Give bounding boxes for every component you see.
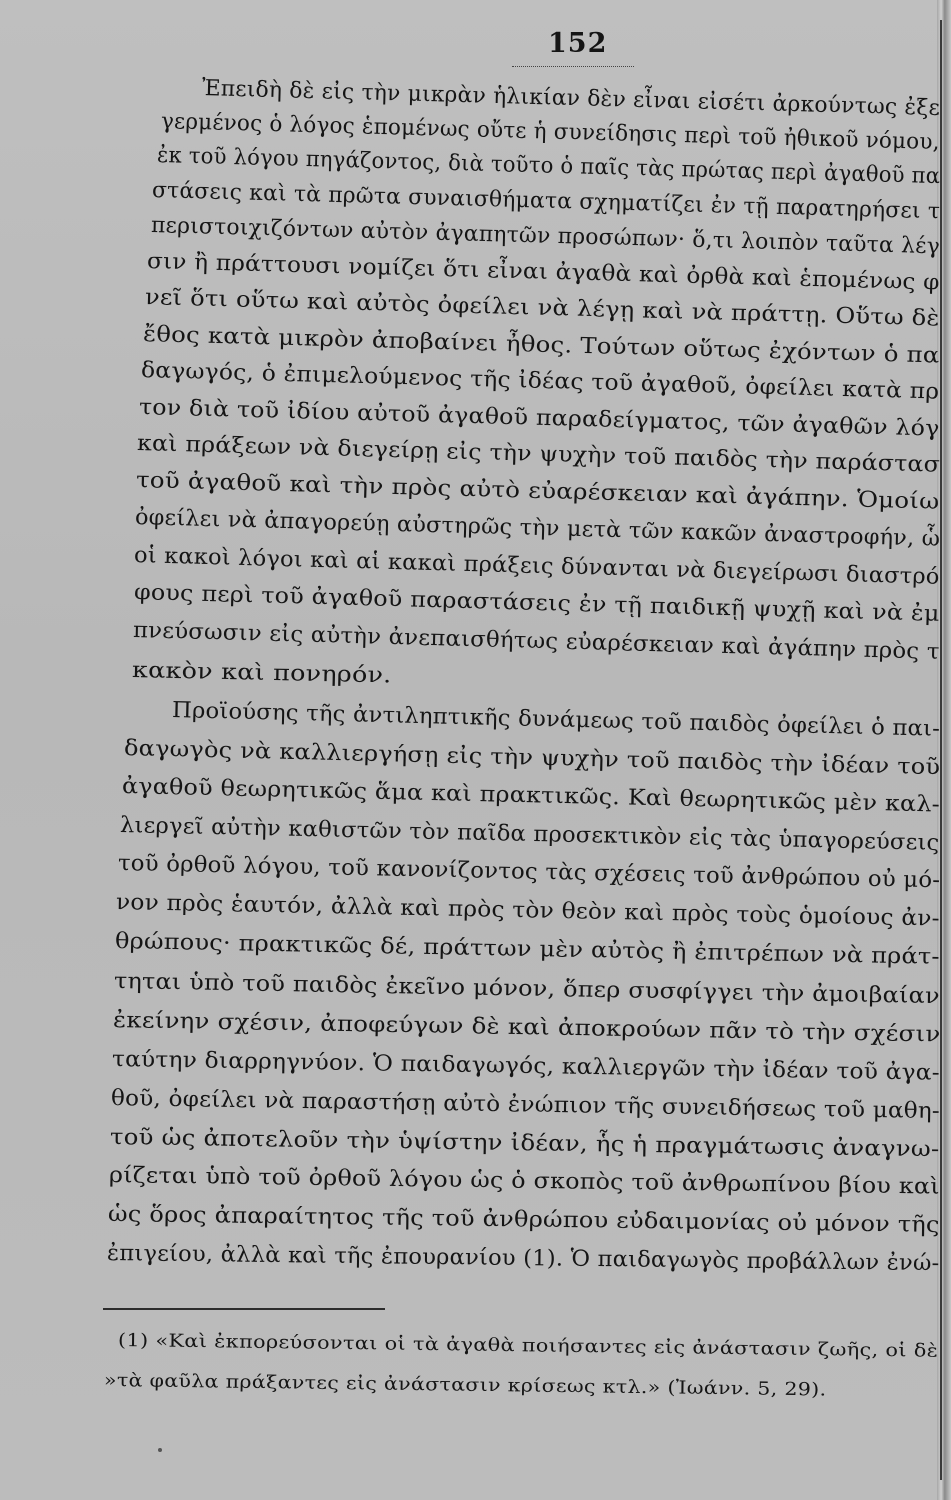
text-line: ἔθος κατὰ μικρὸν ἀποβαίνει ἦθος. Τούτων οὕτως ἐχόντων ὁ πα bbox=[142, 322, 940, 369]
text-line: γερμένος ὁ λόγος ἑπομένως οὔτε ἡ συνείδησις περὶ τοῦ ἠθικοῦ νόμου, bbox=[160, 109, 941, 156]
text-line: ἐκείνην σχέσιν, ἀποφεύγων δὲ καὶ ἀποκρούων πᾶν τὸ τὴν σχέσιν bbox=[112, 1008, 941, 1048]
text-line: θοῦ, ὀφείλει νὰ παραστήσῃ αὐτὸ ἐνώπιον τῆς συνειδήσεως τοῦ μαθη- bbox=[110, 1086, 941, 1125]
text-line: τοῦ ἀγαθοῦ καὶ τὴν πρὸς αὐτὸ εὐαρέσκειαν καὶ ἀγάπην. Ὁμοίω bbox=[135, 468, 940, 515]
text-line: νεῖ ὅτι οὕτω καὶ αὐτὸς ὀφείλει νὰ λέγῃ καὶ νὰ πράττῃ. Οὕτω δὲ bbox=[144, 285, 940, 332]
text-line: Προϊούσης τῆς ἀντιληπτικῆς δυνάμεως τοῦ παιδὸς ὀφείλει ὁ παι- bbox=[171, 698, 941, 742]
text-line: τοῦ ὡς ἀποτελοῦν τὴν ὑψίστην ἰδέαν, ἧς ἡ πραγμάτωσις ἀναγνω- bbox=[109, 1125, 940, 1163]
text-line: λιεργεῖ αὐτὴν καθιστῶν τὸν παῖδα προσεκτικὸν εἰς τὰς ὑπαγορεύσεις bbox=[119, 813, 940, 856]
text-line: τοῦ ὀρθοῦ λόγου, τοῦ κανονίζοντος τὰς σχέσεις τοῦ ἀνθρώπου οὐ μό- bbox=[117, 851, 941, 894]
text-line: ἐπιγείου, ἀλλὰ καὶ τῆς ἐπουρανίου (1). Ὁ παιδαγωγὸς προβάλλων ἐνώ- bbox=[106, 1241, 940, 1277]
scan-speck bbox=[158, 1448, 162, 1452]
text-line: περιστοιχιζόντων αὐτὸν ἀγαπητῶν προσώπων· ὅ,τι λοιπὸν ταῦτα λέγ bbox=[150, 213, 941, 260]
text-line: θρώπους· πρακτικῶς δέ, πράττων μὲν αὐτὸς ἢ ἐπιτρέπων νὰ πράτ- bbox=[114, 929, 940, 970]
page-edge-line bbox=[940, 20, 942, 1480]
text-line: δαγωγὸς νὰ καλλιεργήσῃ εἰς τὴν ψυχὴν τοῦ παιδὸς τὴν ἰδέαν τοῦ bbox=[123, 736, 941, 781]
text-line: ἀγαθοῦ θεωρητικῶς ἅμα καὶ πρακτικῶς. Καὶ θεωρητικῶς μὲν καλ- bbox=[121, 774, 941, 818]
text-line: ὀφείλει νὰ ἀπαγορεύῃ αὐστηρῶς τὴν μετὰ τῶν κακῶν ἀναστροφήν, ὧ bbox=[134, 505, 941, 552]
page-number-rule bbox=[512, 66, 634, 67]
text-line: τον διὰ τοῦ ἰδίου αὐτοῦ ἀγαθοῦ παραδείγματος, τῶν ἀγαθῶν λόγ bbox=[138, 395, 940, 442]
text-line: οἱ κακοὶ λόγοι καὶ αἱ κακαὶ πράξεις δύνανται νὰ διεγείρωσι διαστρό bbox=[133, 543, 940, 590]
text-line: κακὸν καὶ πονηρόν. bbox=[131, 658, 392, 689]
text-line: πνεύσωσιν εἰς αὐτὴν ἀνεπαισθήτως εὐαρέσκειαν καὶ ἀγάπην πρὸς τ bbox=[132, 618, 940, 665]
text-line: νον πρὸς ἑαυτόν, ἀλλὰ καὶ πρὸς τὸν θεὸν καὶ πρὸς τοὺς ὁμοίους ἀν- bbox=[115, 890, 940, 932]
text-line: ταύτην διαρρηγνύον. Ὁ παιδαγωγός, καλλιεργῶν τὴν ἰδέαν τοῦ ἀγα- bbox=[111, 1047, 941, 1086]
footnote-line: (1) «Καὶ ἐκπορεύσονται οἱ τὰ ἀγαθὰ ποιήσαντες εἰς ἀνάστασιν ζωῆς, οἱ δὲ bbox=[117, 1330, 939, 1362]
text-line: καὶ πράξεων νὰ διεγείρῃ εἰς τὴν ψυχὴν τοῦ παιδὸς τὴν παράστασ bbox=[136, 431, 941, 478]
page-number: 152 bbox=[548, 28, 608, 59]
text-line: Ἐπειδὴ δὲ εἰς τὴν μικρὰν ἡλικίαν δὲν εἶναι εἰσέτι ἀρκούντως ἐξε bbox=[201, 76, 941, 121]
text-line: τηται ὑπὸ τοῦ παιδὸς ἐκεῖνο μόνον, ὅπερ συσφίγγει τὴν ἀμοιβαίαν bbox=[113, 969, 940, 1010]
text-line: σιν ἢ πράττουσι νομίζει ὅτι εἶναι ἀγαθὰ καὶ ὀρθὰ καὶ ἑπομένως φ bbox=[146, 249, 940, 296]
text-line: στάσεις καὶ τὰ πρῶτα συναισθήματα σχηματίζει ἐν τῇ παρατηρήσει τ bbox=[151, 178, 941, 225]
text-line: ἐκ τοῦ λόγου πηγάζοντος, διὰ τοῦτο ὁ παῖς τὰς πρώτας περὶ ἀγαθοῦ πα bbox=[156, 143, 941, 190]
text-line: ρίζεται ὑπὸ τοῦ ὀρθοῦ λόγου ὡς ὁ σκοπὸς τοῦ ἀνθρωπίνου βίου καὶ bbox=[108, 1163, 940, 1200]
footnote-separator bbox=[103, 1308, 385, 1310]
text-line: δαγωγός, ὁ ἐπιμελούμενος τῆς ἰδέας τοῦ ἀγαθοῦ, ὀφείλει κατὰ πρ bbox=[140, 358, 940, 405]
footnote-line: »τὰ φαῦλα πράξαντες εἰς ἀνάστασιν κρίσεως κτλ.» (Ἰωάνν. 5, 29). bbox=[103, 1370, 827, 1401]
text-line: ὡς ὅρος ἀπαραίτητος τῆς τοῦ ἀνθρώπου εὐδαιμονίας οὐ μόνον τῆς bbox=[107, 1202, 940, 1238]
text-line: φους περὶ τοῦ ἀγαθοῦ παραστάσεις ἐν τῇ παιδικῇ ψυχῇ καὶ νὰ ἐμ bbox=[133, 580, 940, 627]
